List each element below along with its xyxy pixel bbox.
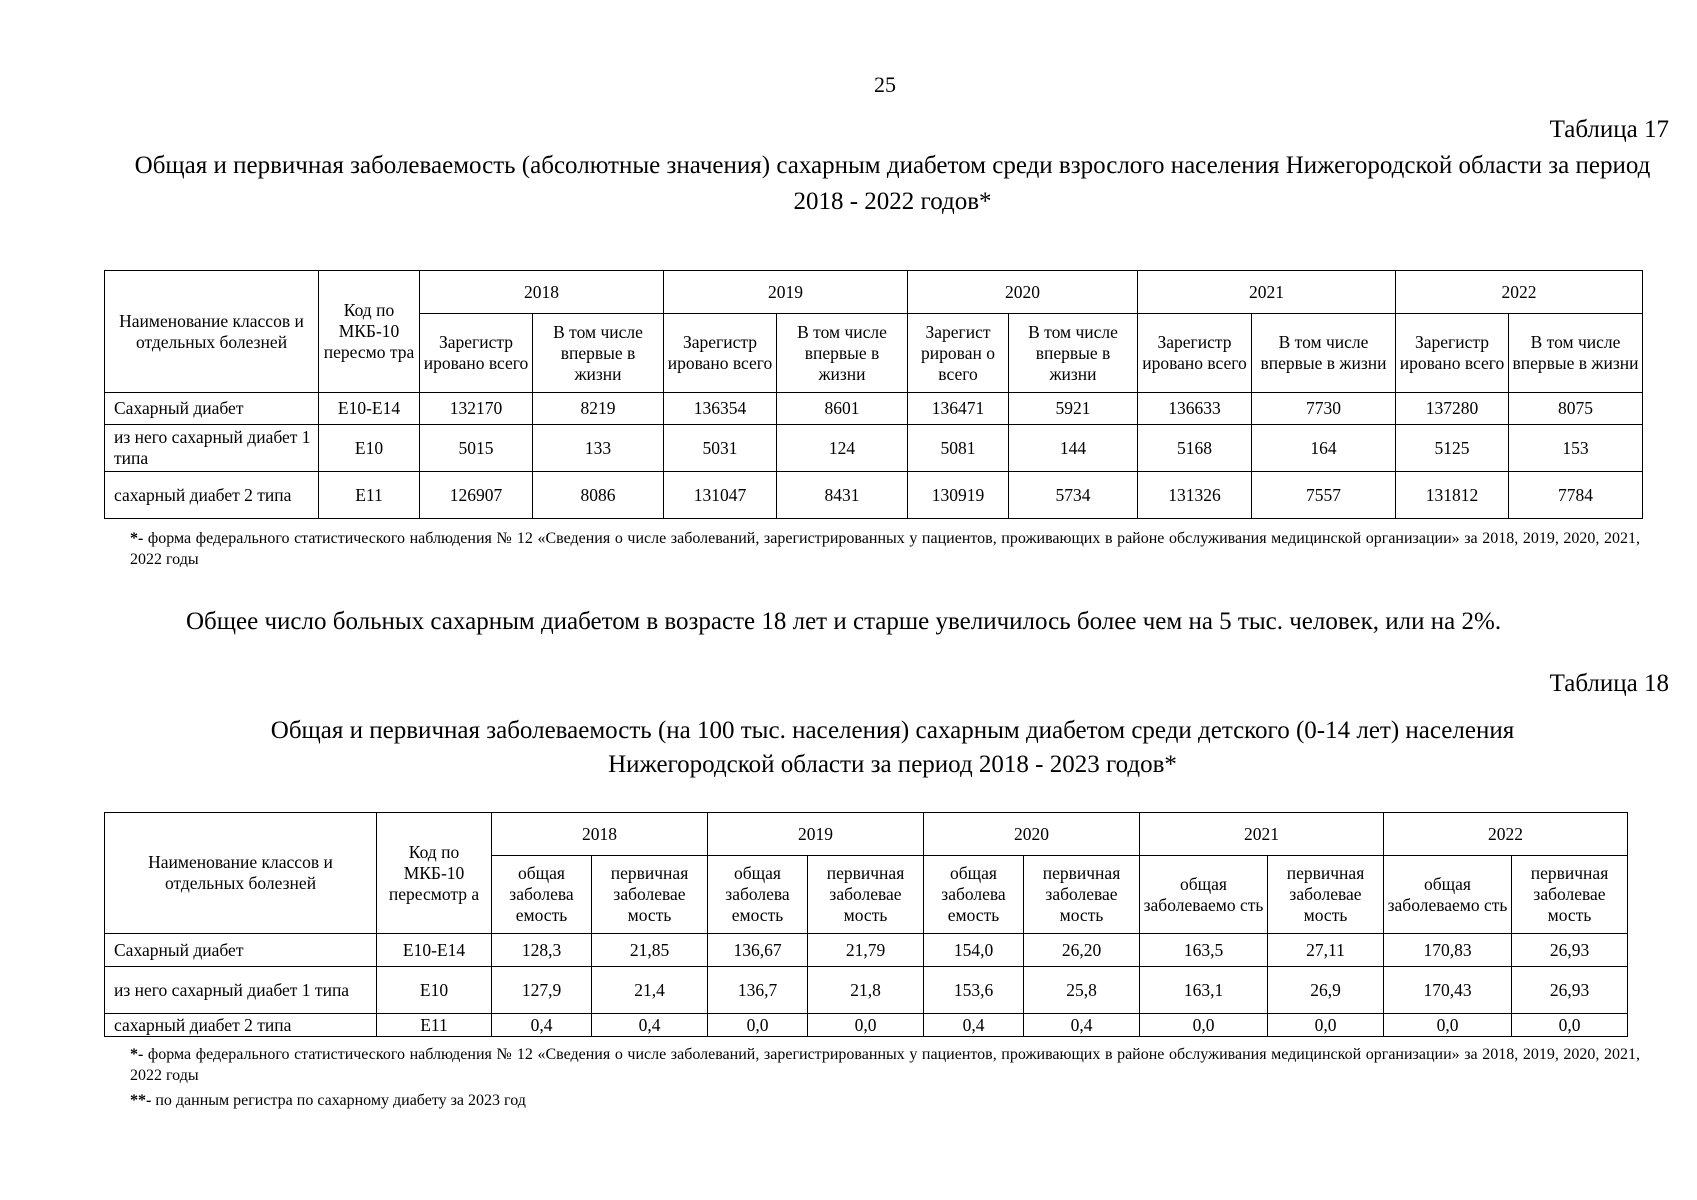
cell-value: 27,11 [1268, 934, 1384, 967]
cell-value: 136633 [1138, 393, 1252, 425]
header-name: Наименование классов и отдельных болезней [105, 813, 377, 934]
cell-value: 5734 [1009, 472, 1138, 519]
footnote-text: форма федерального статистического наблюдения № 12 «Сведения о числе заболеваний, зарегистрированных у пациентов, проживающих в районе обслуживания медицинской организации» за 2018, 2019, 2020, 2021, 2022 годы [130, 530, 1640, 568]
subheader: Зарегистр ировано всего [664, 314, 777, 393]
footnote-text: по данным регистра по сахарному диабету за 2023 год [151, 1092, 526, 1109]
cell-value: 0,0 [808, 1014, 924, 1037]
row-code: E10-E14 [319, 393, 420, 425]
footnote-mark: *- [130, 530, 144, 547]
table-17 [104, 270, 1643, 519]
cell-value: 7730 [1252, 393, 1396, 425]
subheader: Зарегистр ировано всего [1396, 314, 1509, 393]
table-18-footnote-2 [130, 1090, 1640, 1111]
cell-value: 26,93 [1512, 934, 1628, 967]
cell-value: 170,43 [1384, 967, 1512, 1014]
cell-value: 8075 [1509, 393, 1643, 425]
footnote-mark: **- [130, 1092, 152, 1109]
header-year: 2018 [420, 271, 664, 314]
header-year: 2020 [924, 813, 1140, 856]
cell-value: 144 [1009, 425, 1138, 472]
table-row [105, 472, 1643, 519]
cell-value: 21,4 [592, 967, 708, 1014]
footnote-text: форма федерального статистического наблюдения № 12 «Сведения о числе заболеваний, зарегистрированных у пациентов, проживающих в районе обслуживания медицинской организации» за 2018, 2019, 2020, 2021, 2022 годы [130, 1046, 1640, 1084]
table-18-title-line2: Нижегородской области за период 2018 - 2023 годов* [608, 751, 1177, 778]
row-code: E10 [319, 425, 420, 472]
cell-value: 163,1 [1140, 967, 1268, 1014]
cell-value: 0,0 [1384, 1014, 1512, 1037]
cell-value: 8086 [533, 472, 664, 519]
cell-value: 21,85 [592, 934, 708, 967]
cell-value: 137280 [1396, 393, 1509, 425]
cell-value: 153 [1509, 425, 1643, 472]
cell-value: 132170 [420, 393, 533, 425]
table-row [105, 1014, 1628, 1037]
subheader: В том числе впервые в жизни [1252, 314, 1396, 393]
row-name: из него сахарный диабет 1 типа [105, 425, 319, 472]
cell-value: 131326 [1138, 472, 1252, 519]
cell-value: 131047 [664, 472, 777, 519]
cell-value: 127,9 [492, 967, 592, 1014]
row-name: Сахарный диабет [105, 393, 319, 425]
cell-value: 8219 [533, 393, 664, 425]
table-18 [104, 812, 1628, 1037]
cell-value: 126907 [420, 472, 533, 519]
row-name: Сахарный диабет [105, 934, 377, 967]
subheader: общая заболева емость [708, 856, 808, 934]
cell-value: 21,8 [808, 967, 924, 1014]
cell-value: 170,83 [1384, 934, 1512, 967]
subheader: В том числе впервые в жизни [1509, 314, 1643, 393]
cell-value: 26,9 [1268, 967, 1384, 1014]
subheader: первичная заболевае мость [1512, 856, 1628, 934]
header-year: 2020 [908, 271, 1138, 314]
cell-value: 5125 [1396, 425, 1509, 472]
subheader: первичная заболевае мость [1268, 856, 1384, 934]
subheader: Зарегист рирован о всего [908, 314, 1009, 393]
table-row [105, 393, 1643, 425]
row-code: E10-E14 [377, 934, 492, 967]
cell-value: 26,93 [1512, 967, 1628, 1014]
cell-value: 5031 [664, 425, 777, 472]
subheader: общая заболева емость [492, 856, 592, 934]
cell-value: 0,0 [1140, 1014, 1268, 1037]
cell-value: 5081 [908, 425, 1009, 472]
cell-value: 21,79 [808, 934, 924, 967]
cell-value: 0,4 [492, 1014, 592, 1037]
table-row [105, 967, 1628, 1014]
cell-value: 0,4 [924, 1014, 1024, 1037]
row-name: из него сахарный диабет 1 типа [105, 967, 377, 1014]
header-year: 2018 [492, 813, 708, 856]
table-17-footnote [130, 528, 1640, 570]
header-year: 2019 [664, 271, 908, 314]
subheader: В том числе впервые в жизни [533, 314, 664, 393]
cell-value: 0,4 [592, 1014, 708, 1037]
table-18-title-line1: Общая и первичная заболеваемость (на 100 тыс. населения) сахарным диабетом среди детского (0-14 лет) населения [270, 717, 1515, 744]
row-code: E11 [377, 1014, 492, 1037]
cell-value: 26,20 [1024, 934, 1140, 967]
body-paragraph: Общее число больных сахарным диабетом в возрасте 18 лет и старше увеличилось более чем на 5 тыс. человек, или на 2%. [186, 608, 1502, 635]
cell-value: 133 [533, 425, 664, 472]
subheader: Зарегистр ировано всего [1138, 314, 1252, 393]
header-year: 2021 [1140, 813, 1384, 856]
subheader: В том числе впервые в жизни [777, 314, 908, 393]
cell-value: 5168 [1138, 425, 1252, 472]
row-code: E11 [319, 472, 420, 519]
cell-value: 153,6 [924, 967, 1024, 1014]
table-17-label: Таблица 17 [1549, 116, 1669, 143]
cell-value: 0,0 [708, 1014, 808, 1037]
cell-value: 124 [777, 425, 908, 472]
subheader: первичная заболевае мость [592, 856, 708, 934]
cell-value: 136,7 [708, 967, 808, 1014]
subheader: первичная заболевае мость [1024, 856, 1140, 934]
subheader: общая заболева емость [924, 856, 1024, 934]
table-18-footnote-1 [130, 1044, 1640, 1086]
cell-value: 0,0 [1512, 1014, 1628, 1037]
row-name: сахарный диабет 2 типа [105, 472, 319, 519]
row-code: E10 [377, 967, 492, 1014]
subheader: первичная заболевае мость [808, 856, 924, 934]
cell-value: 163,5 [1140, 934, 1268, 967]
header-year: 2022 [1384, 813, 1628, 856]
table-17-title: Общая и первичная заболеваемость (абсолютные значения) сахарным диабетом среди взрослого населения Нижегородской области за период 2018 - 2022 годов* [134, 152, 1651, 215]
cell-value: 128,3 [492, 934, 592, 967]
cell-value: 154,0 [924, 934, 1024, 967]
subheader: Зарегистр ировано всего [420, 314, 533, 393]
cell-value: 25,8 [1024, 967, 1140, 1014]
cell-value: 131812 [1396, 472, 1509, 519]
cell-value: 0,0 [1268, 1014, 1384, 1037]
header-code: Код по МКБ-10 пересмотр а [377, 813, 492, 934]
cell-value: 5015 [420, 425, 533, 472]
table-row [105, 425, 1643, 472]
cell-value: 0,4 [1024, 1014, 1140, 1037]
table-row [105, 934, 1628, 967]
cell-value: 130919 [908, 472, 1009, 519]
cell-value: 5921 [1009, 393, 1138, 425]
cell-value: 8431 [777, 472, 908, 519]
page-number: 25 [874, 72, 896, 97]
subheader: В том числе впервые в жизни [1009, 314, 1138, 393]
cell-value: 136354 [664, 393, 777, 425]
cell-value: 7784 [1509, 472, 1643, 519]
header-name: Наименование классов и отдельных болезней [105, 271, 319, 393]
cell-value: 8601 [777, 393, 908, 425]
table-18-label: Таблица 18 [1549, 670, 1669, 697]
cell-value: 164 [1252, 425, 1396, 472]
header-year: 2021 [1138, 271, 1396, 314]
header-year: 2019 [708, 813, 924, 856]
subheader: общая заболеваемо сть [1384, 856, 1512, 934]
header-year: 2022 [1396, 271, 1643, 314]
cell-value: 136471 [908, 393, 1009, 425]
cell-value: 7557 [1252, 472, 1396, 519]
footnote-mark: *- [130, 1046, 144, 1063]
subheader: общая заболеваемо сть [1140, 856, 1268, 934]
row-name: сахарный диабет 2 типа [105, 1014, 377, 1037]
cell-value: 136,67 [708, 934, 808, 967]
header-code: Код по МКБ-10 пересмо тра [319, 271, 420, 393]
